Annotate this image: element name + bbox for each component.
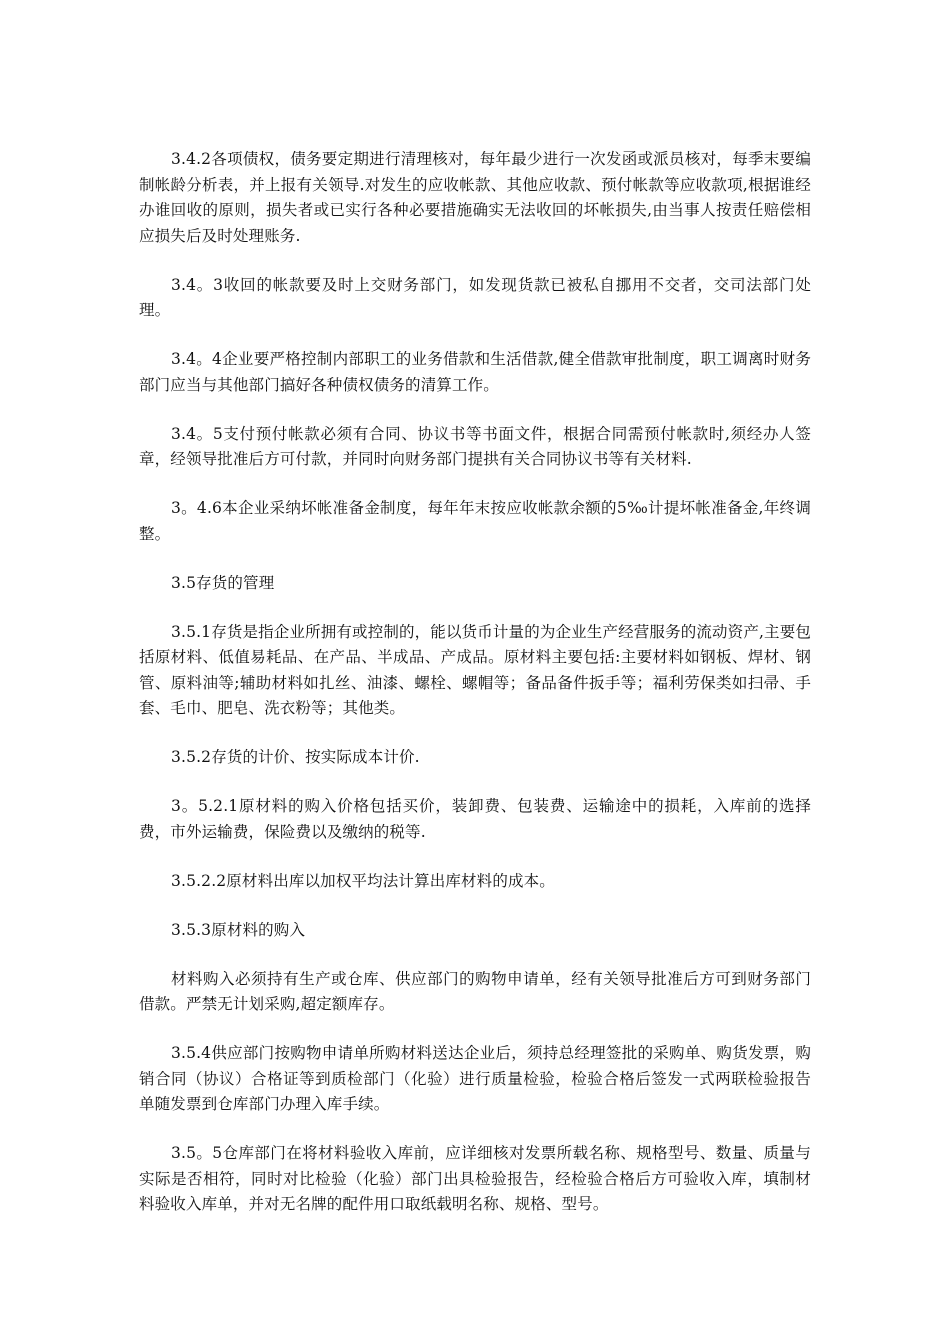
paragraph-3-5-2-1: 3。5.2.1原材料的购入价格包括买价，装卸费、包装费、运输途中的损耗，入库前的选择费，市外运输费，保险费以及缴纳的税等. [139,797,811,841]
paragraph-3-4-3: 3.4。3收回的帐款要及时上交财务部门，如发现货款已被私自挪用不交者，交司法部门处理。 [139,275,811,319]
paragraph-3-4-5: 3.4。5支付预付帐款必须有合同、协议书等书面文件，根据合同需预付帐款时,须经办人签章，经领导批准后方可付款，并同时向财务部门提拱有关合同协议书等有关材料. [139,424,811,468]
paragraph-3-4-6: 3。4.6本企业采纳坏帐准备金制度，每年年末按应收帐款余额的5‰计提坏帐准备金,年终调整。 [139,499,811,543]
paragraph-3-5-2-2: 3.5.2.2原材料出库以加权平均法计算出库材料的成本。 [171,871,555,890]
paragraph-purchase-rules: 材料购入必须持有生产或仓库、供应部门的购物申请单，经有关领导批准后方可到财务部门借款。严禁无计划采购,超定额库存。 [139,969,811,1013]
document-page [139,147,811,1241]
paragraph-3-5-1: 3.5.1存货是指企业所拥有或控制的，能以货币计量的为企业生产经营服务的流动资产,主要包括原材料、低值易耗品、在产品、半成品、产成品。原材料主要包括:主要材料如钢板、焊材、钢管、原料油等;辅助材料如扎丝、油漆、螺栓、螺帽等；备品备件扳手等；福利劳保类如扫帚、手套、毛巾、肥皂、洗衣粉等；其他类。 [139,622,811,717]
paragraph-3-5-5: 3.5。5仓库部门在将材料验收入库前，应详细核对发票所载名称、规格型号、数量、质量与实际是否相符，同时对比检验（化验）部门出具检验报告，经检验合格后方可验收入库，填制材料验收入库单，并对无名牌的配件用口取纸载明名称、规格、型号。 [139,1144,811,1213]
section-heading-3-5-3: 3.5.3原材料的购入 [171,920,306,939]
paragraph-3-4-2: 3.4.2各项债权，债务要定期进行清理核对，每年最少进行一次发函或派员核对，每季末要编制帐龄分析表，并上报有关领导.对发生的应收帐款、其他应收款、预付帐款等应收款项,根据谁经办谁回收的原则，损失者或已实行各种必要措施确实无法收回的坏帐损失,由当事人按责任赔偿相应损失后及时处理账务. [139,150,811,245]
section-heading-3-5: 3.5存货的管理 [171,573,275,592]
paragraph-3-4-4: 3.4。4企业要严格控制内部职工的业务借款和生活借款,健全借款审批制度，职工调离时财务部门应当与其他部门搞好各种债权债务的清算工作。 [139,350,811,394]
paragraph-3-5-2: 3.5.2存货的计价、按实际成本计价. [171,748,420,766]
paragraph-3-5-4: 3.5.4供应部门按购物申请单所购材料送达企业后，须持总经理签批的采购单、购货发票，购销合同（协议）合格证等到质检部门（化验）进行质量检验，检验合格后签发一式两联检验报告单随发票到仓库部门办理入库手续。 [139,1044,811,1113]
